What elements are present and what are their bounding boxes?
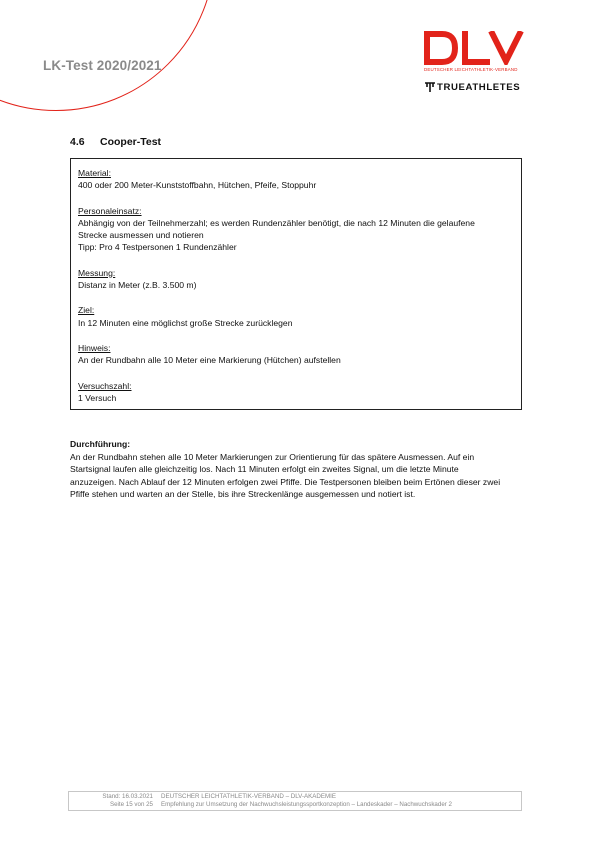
document-tag: LK-Test 2020/2021 [43, 58, 162, 73]
procedure-line: Pfiffe stehen und warten an der Stelle, bis ihre Streckenlänge ausgemessen und notiert ist. [70, 489, 416, 500]
procedure-line: An der Rundbahn stehen alle 10 Meter Markierungen zur Orientierung für das spätere Ausmessen. Auf ein [70, 451, 475, 462]
messung-label: Messung: [78, 267, 116, 278]
section-number: 4.6 [70, 136, 85, 148]
corner-arc-decoration [0, 0, 215, 111]
trueathletes-icon [424, 81, 436, 93]
procedure-title: Durchführung: [70, 439, 131, 449]
footer-info [161, 792, 452, 810]
ziel-text: In 12 Minuten eine möglichst große Strecke zurücklegen [78, 317, 293, 328]
page-footer [68, 791, 522, 811]
messung-text: Distanz in Meter (z.B. 3.500 m) [78, 280, 197, 291]
logo-subtitle: DEUTSCHER LEICHTATHLETIK-VERBAND [424, 67, 518, 72]
personal-text-line: Strecke ausmessen und notieren [78, 230, 204, 241]
footer-org: DEUTSCHER LEICHTATHLETIK-VERBAND – DLV-AKADEMIE [161, 793, 336, 800]
personal-text-line: Abhängig von der Teilnehmerzahl; es werden Rundenzähler benötigt, die nach 12 Minuten die gelaufene [78, 217, 475, 228]
logo-tagline [424, 81, 526, 93]
footer-page-number: Seite 15 von 25 [109, 801, 153, 809]
personal-label: Personaleinsatz: [78, 205, 142, 216]
section-title: Cooper-Test [100, 136, 162, 148]
footer-description: Empfehlung zur Umsetzung der Nachwuchsleistungssportkonzeption – Landeskader – Nachwuchskader 2 [161, 801, 452, 809]
ziel-group [78, 304, 521, 329]
procedure-line: anzuzeigen. Nach Ablauf der 12 Minuten erfolgen zwei Pfiffe. Die Testpersonen bleiben beim Ertönen dieser zwei [70, 476, 501, 487]
hinweis-group [78, 342, 521, 367]
messung-group [78, 267, 521, 292]
section-heading [70, 136, 161, 148]
footer-meta [69, 792, 161, 810]
footer-date: Stand: 16.03.2021 [102, 793, 153, 800]
personal-group [78, 205, 521, 254]
tagline-text: TRUEATHLETES [437, 81, 521, 93]
hinweis-text: An der Rundbahn alle 10 Meter eine Markierung (Hütchen) aufstellen [78, 355, 341, 366]
procedure-section [70, 438, 526, 501]
ziel-label: Ziel: [78, 305, 95, 316]
test-info-box [70, 158, 522, 410]
versuch-text: 1 Versuch [78, 392, 117, 403]
material-group [78, 167, 521, 192]
material-text: 400 oder 200 Meter-Kunststoffbahn, Hütchen, Pfeife, Stoppuhr [78, 180, 317, 191]
dlv-logo-mark [424, 31, 524, 65]
hinweis-label: Hinweis: [78, 342, 111, 353]
personal-tip: Tipp: Pro 4 Testpersonen 1 Rundenzähler [78, 242, 237, 253]
versuch-label: Versuchszahl: [78, 380, 132, 391]
dlv-logo [424, 31, 526, 93]
material-label: Material: [78, 168, 111, 178]
versuch-group [78, 380, 521, 405]
procedure-line: Startsignal laufen alle gleichzeitig los. Nach 11 Minuten erfolgt ein zweites Signal, um die letzte Minute [70, 464, 459, 475]
